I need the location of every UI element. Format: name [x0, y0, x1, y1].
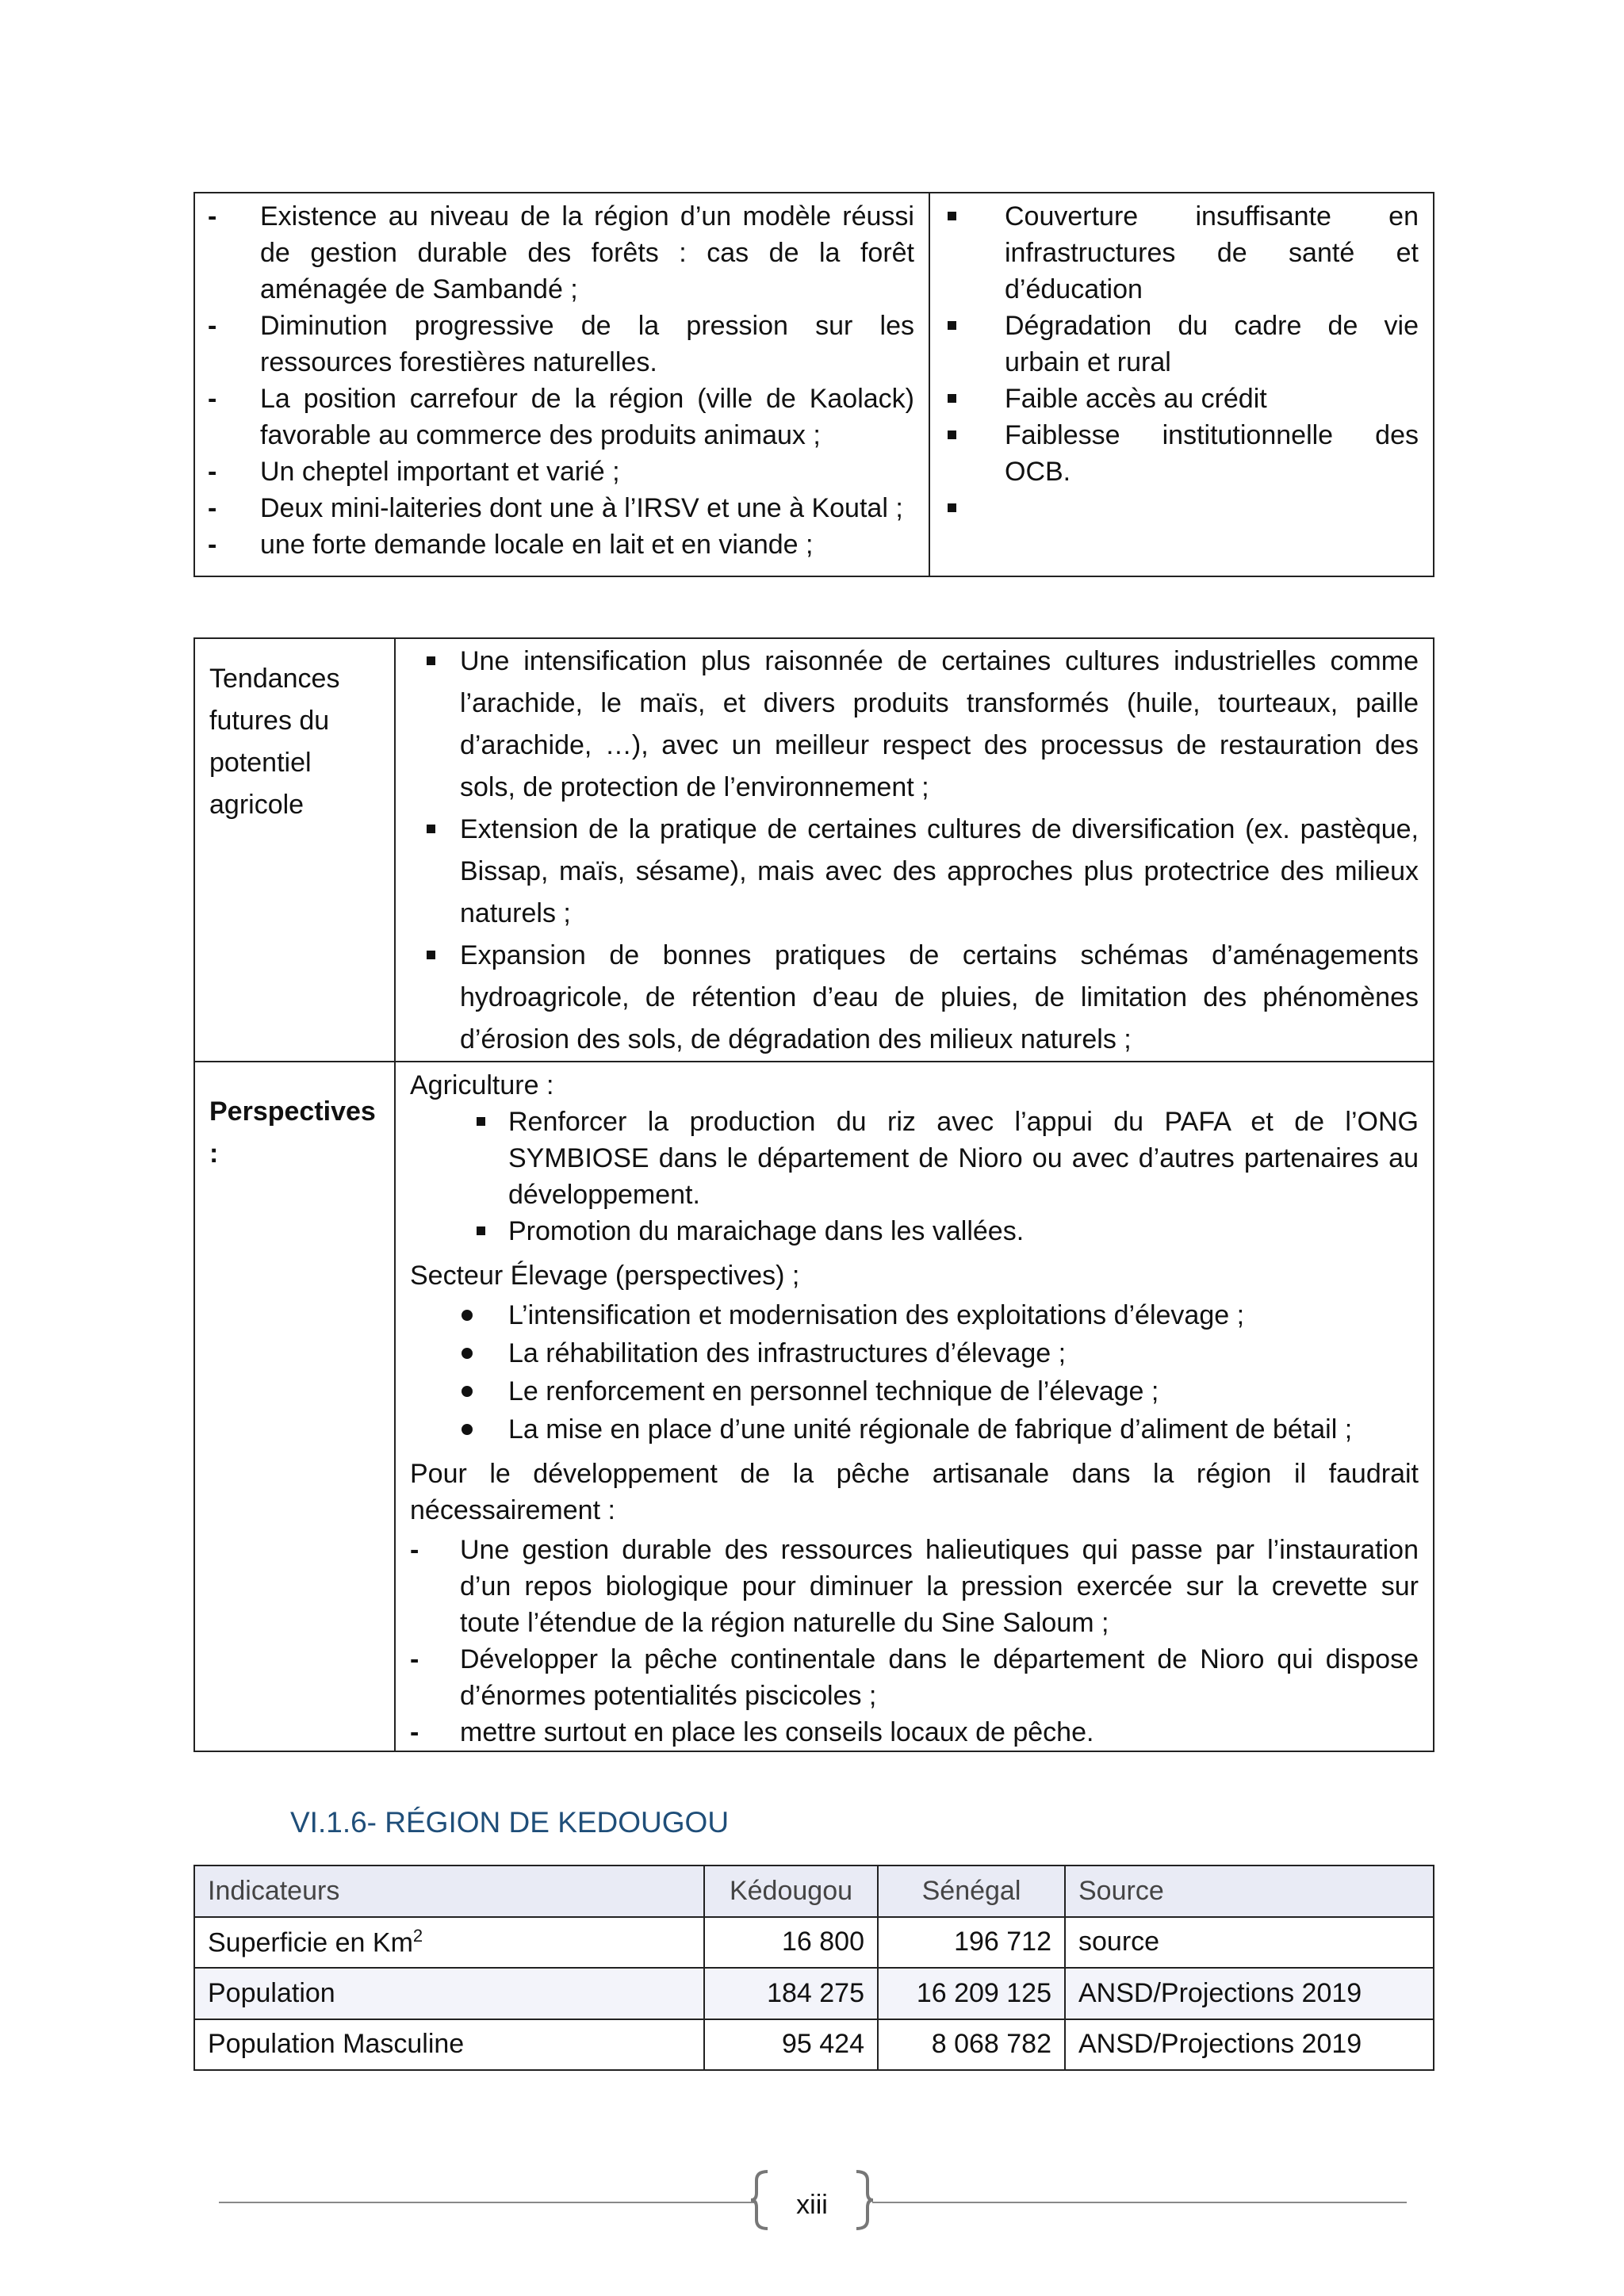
list-item: Dégradation du cadre de vie urbain et rural: [943, 308, 1419, 381]
column-header: Kédougou: [704, 1866, 878, 1917]
right-brace-icon: [852, 2169, 875, 2231]
page-number: xiii: [796, 2190, 828, 2220]
column-header: Sénégal: [878, 1866, 1065, 1917]
elevage-title: Secteur Élevage (perspectives) ;: [410, 1261, 800, 1291]
footer-rule-right: [872, 2202, 1407, 2203]
table-header-row: [194, 1866, 1434, 1917]
kedougou-value: 16 800: [704, 1917, 878, 1969]
list-item: La réhabilitation des infrastructures d’élevage ;: [410, 1335, 1419, 1372]
list-item: - Développer la pêche continentale dans le département de Nioro qui dispose d’énormes potentialités piscicoles ;: [410, 1641, 1419, 1714]
section-heading: VI.1.6- RÉGION DE KEDOUGOU: [290, 1806, 730, 1839]
peche-list: [410, 1532, 1419, 1751]
list-item: Couverture insuffisante en infrastructures de santé et d’éducation: [943, 198, 1419, 308]
table-row: [194, 1968, 1434, 2019]
indicators-table: [193, 1865, 1434, 2071]
perspectives-label: Perspectives :: [194, 1062, 395, 1751]
list-item: - une forte demande locale en lait et en viande ;: [208, 526, 914, 563]
senegal-value: 8 068 782: [878, 2019, 1065, 2071]
list-item: - Une gestion durable des ressources halieutiques qui passe par l’instauration d’un repos biologique pour diminuer la pression exercée sur la crevette sur toute l’étendue de la région naturelle du Sine Saloum ;: [410, 1532, 1419, 1641]
list-item: Renforcer la production du riz avec l’appui du PAFA et de l’ONG SYMBIOSE dans le département de Nioro ou avec d’autres partenaires au développement.: [410, 1104, 1419, 1213]
peche-intro: Pour le développement de la pêche artisanale dans la région il faudrait nécessairement :: [410, 1459, 1419, 1525]
list-item: Faible accès au crédit: [943, 381, 1419, 417]
perspectives-cell: [395, 1062, 1434, 1751]
list-item: Une intensification plus raisonnée de certaines cultures industrielles comme l’arachide, le maïs, et divers produits transformés (huile, tourteaux, paille d’arachide, …), avec un meilleur respect des processus de restauration des sols, de protection de l’environnement ;: [410, 641, 1419, 809]
kedougou-value: 95 424: [704, 2019, 878, 2071]
list-item: L’intensification et modernisation des exploitations d’élevage ;: [410, 1297, 1419, 1334]
weaknesses-cell: [929, 193, 1434, 576]
strengths-list: [208, 198, 914, 563]
source-value: ANSD/Projections 2019: [1065, 1968, 1434, 2019]
table-row: [194, 2019, 1434, 2071]
senegal-value: 196 712: [878, 1917, 1065, 1969]
list-item: - Diminution progressive de la pression sur les ressources forestières naturelles.: [208, 308, 914, 381]
indicator-label: Population Masculine: [194, 2019, 704, 2071]
list-item: - mettre surtout en place les conseils locaux de pêche.: [410, 1714, 1419, 1751]
trends-list: [410, 641, 1419, 1061]
trends-label: Tendances futures du potentiel agricole: [194, 638, 395, 1062]
list-item: Expansion de bonnes pratiques de certains schémas d’aménagements hydroagricole, de rétention d’eau de pluies, de limitation des phénomènes d’érosion des sols, de dégradation des milieux naturels ;: [410, 935, 1419, 1061]
weaknesses-list: [943, 198, 1419, 490]
list-item: - Existence au niveau de la région d’un modèle réussi de gestion durable des forêts : cas de la forêt aménagée de Sambandé ;: [208, 198, 914, 308]
indicator-label: Superficie en Km$^2$: [194, 1917, 704, 1969]
column-header: Indicateurs: [194, 1866, 704, 1917]
source-value: source: [1065, 1917, 1434, 1969]
trends-perspectives-table: [193, 637, 1434, 1752]
list-item: - Un cheptel important et varié ;: [208, 453, 914, 490]
agriculture-title: Agriculture :: [410, 1070, 554, 1100]
trends-cell: [395, 638, 1434, 1062]
left-brace-icon: [749, 2169, 772, 2231]
footer-rule-left: [219, 2202, 755, 2203]
list-item: Faiblesse institutionnelle des OCB.: [943, 417, 1419, 490]
list-item: Promotion du maraichage dans les vallées.: [410, 1213, 1419, 1249]
senegal-value: 16 209 125: [878, 1968, 1065, 2019]
column-header: Source: [1065, 1866, 1434, 1917]
elevage-list: [410, 1297, 1419, 1448]
table-row: [194, 1917, 1434, 1969]
superscript: 2: [412, 1926, 423, 1946]
list-item: Extension de la pratique de certaines cultures de diversification (ex. pastèque, Bissap, maïs, sésame), mais avec des approches plus protectrice des milieux naturels ;: [410, 809, 1419, 935]
list-item: Le renforcement en personnel technique de l’élevage ;: [410, 1373, 1419, 1410]
strengths-weaknesses-table: [193, 192, 1434, 577]
source-value: ANSD/Projections 2019: [1065, 2019, 1434, 2071]
strengths-cell: [194, 193, 929, 576]
indicator-label: Population: [194, 1968, 704, 2019]
list-item: - Deux mini-laiteries dont une à l’IRSV et une à Koutal ;: [208, 490, 914, 526]
kedougou-value: 184 275: [704, 1968, 878, 2019]
list-item: - La position carrefour de la région (ville de Kaolack) favorable au commerce des produits animaux ;: [208, 381, 914, 453]
agriculture-list: [410, 1104, 1419, 1249]
list-item: La mise en place d’une unité régionale de fabrique d’aliment de bétail ;: [410, 1411, 1419, 1448]
